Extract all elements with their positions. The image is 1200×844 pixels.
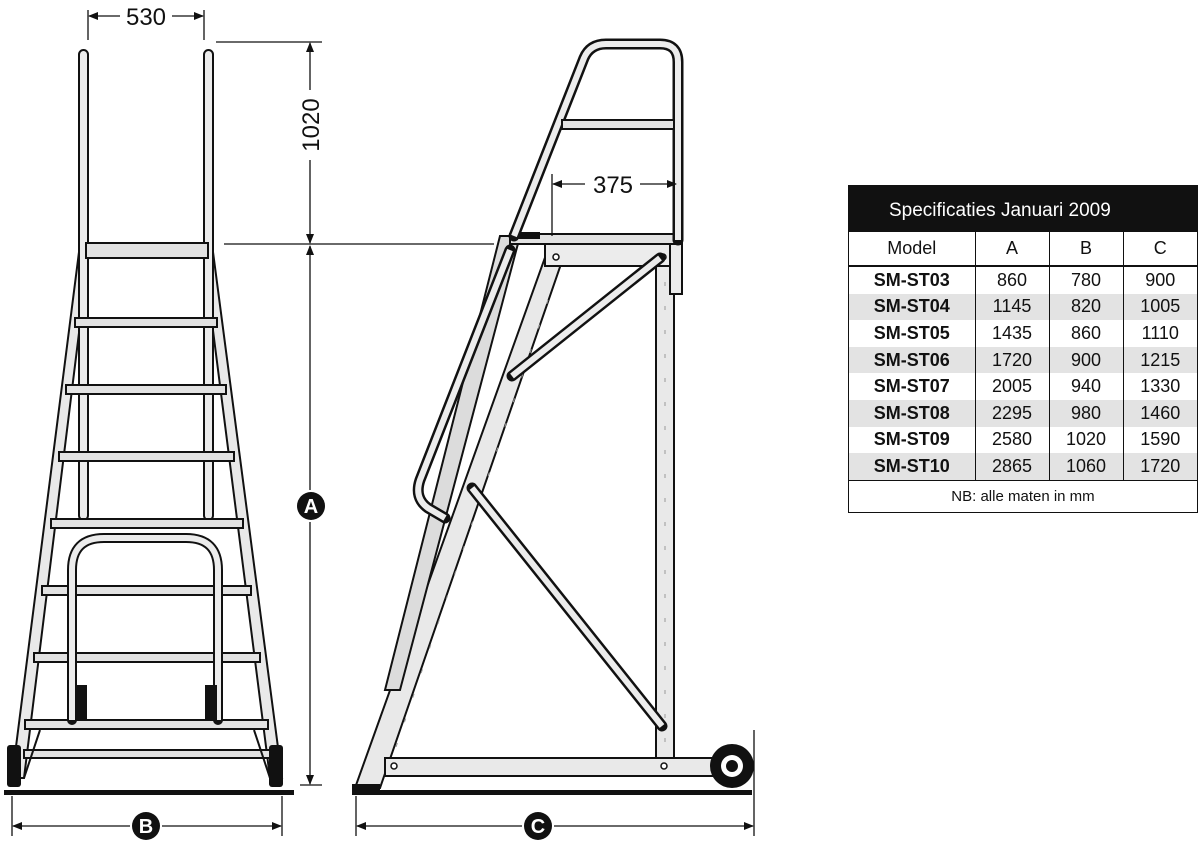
- column-header-c: C: [1123, 232, 1197, 266]
- model-cell: SM-ST09: [849, 427, 975, 454]
- spec-table-title: Specificaties Januari 2009: [849, 186, 1197, 232]
- value-c-cell: 1590: [1140, 429, 1181, 450]
- spec-note: NB: alle maten in mm: [849, 480, 1197, 512]
- model-cell: SM-ST06: [849, 347, 975, 374]
- dimension-top-width-label: 530: [125, 4, 167, 31]
- value-b-cell: 1020: [1049, 427, 1123, 454]
- left-rubber-grip: [75, 685, 87, 720]
- table-row: [849, 320, 1197, 347]
- value-b-cell: 820: [1049, 294, 1123, 321]
- handrail-crossbar: [562, 120, 674, 129]
- value-c-cell: 1720: [1123, 453, 1197, 480]
- value-a-cell: 2295: [975, 400, 1049, 427]
- value-b-cell: 780: [1049, 266, 1123, 294]
- model-cell: SM-ST04: [849, 294, 975, 321]
- table-row: [849, 400, 1197, 427]
- right-rubber-grip: [205, 685, 217, 720]
- marker-a-letter: A: [303, 496, 319, 518]
- marker-b-letter: B: [138, 816, 154, 838]
- dimension-b: [12, 796, 282, 840]
- column-header-b: B: [1049, 232, 1123, 266]
- dimension-handrail-label: 1020: [298, 98, 325, 152]
- front-foot-side: [352, 784, 380, 792]
- value-a-cell: 1720: [975, 347, 1049, 374]
- rear-top-extension: [670, 244, 682, 294]
- front-steps: [25, 243, 268, 729]
- value-a-cell: 1145: [975, 294, 1049, 321]
- step-front: [59, 452, 234, 461]
- left-handrail-post: [79, 50, 88, 520]
- value-b-cell: 940: [1049, 373, 1123, 400]
- spec-table: [848, 185, 1198, 513]
- dimension-platform-depth: [552, 172, 676, 236]
- value-c-cell: 1330: [1140, 376, 1181, 397]
- step-front: [75, 318, 217, 327]
- table-row: [849, 427, 1197, 454]
- model-cell: SM-ST10: [849, 453, 975, 480]
- dimension-c: [356, 730, 754, 840]
- front-stile: [355, 238, 570, 788]
- front-view: [4, 50, 294, 795]
- column-header-model: Model: [849, 232, 975, 266]
- value-c-cell: 1460: [1123, 400, 1197, 427]
- spec-header-row: [849, 232, 1197, 266]
- table-row: [849, 453, 1197, 480]
- table-row: [849, 266, 1197, 294]
- step-front: [51, 519, 243, 528]
- lower-handrail-loop: [72, 538, 218, 720]
- model-cell: SM-ST05: [849, 320, 975, 347]
- value-a-cell: 2865: [975, 453, 1049, 480]
- tread-plate: [385, 236, 520, 690]
- value-b-cell: 860: [1049, 320, 1123, 347]
- table-row: [849, 347, 1197, 374]
- value-c-cell: 900: [1145, 269, 1176, 290]
- platform-bracket: [518, 232, 540, 239]
- value-b-cell: 900: [1049, 347, 1123, 374]
- value-b-cell: 1060: [1049, 453, 1123, 480]
- model-cell: SM-ST03: [849, 266, 975, 294]
- spec-grid: [849, 232, 1197, 480]
- floor-line-front: [4, 790, 294, 795]
- model-cell: SM-ST07: [849, 373, 975, 400]
- marker-c-letter: C: [530, 816, 546, 838]
- value-c-cell: 1005: [1123, 294, 1197, 321]
- dimension-platform-label: 375: [592, 172, 634, 199]
- dimension-top-width: [88, 4, 204, 40]
- step-front: [66, 385, 226, 394]
- value-c-cell: 1215: [1123, 347, 1197, 374]
- model-cell: SM-ST08: [849, 400, 975, 427]
- value-a-cell: 1435: [975, 320, 1049, 347]
- top-platform-front: [86, 243, 208, 258]
- floor-line-side: [352, 790, 752, 795]
- value-c-cell: 1110: [1141, 322, 1179, 343]
- table-row: [849, 373, 1197, 400]
- right-handrail-post: [204, 50, 213, 520]
- left-foot: [7, 745, 21, 787]
- side-handrail: [514, 44, 678, 240]
- side-view: [352, 44, 754, 795]
- value-a-cell: 2580: [975, 427, 1049, 454]
- front-bottom-bar: [24, 750, 270, 758]
- table-row: [849, 294, 1197, 321]
- right-foot: [269, 745, 283, 787]
- value-a-cell: 2005: [975, 373, 1049, 400]
- column-header-a: A: [975, 232, 1049, 266]
- value-a-cell: 860: [975, 266, 1049, 294]
- value-b-cell: 980: [1049, 400, 1123, 427]
- step-front: [25, 720, 268, 729]
